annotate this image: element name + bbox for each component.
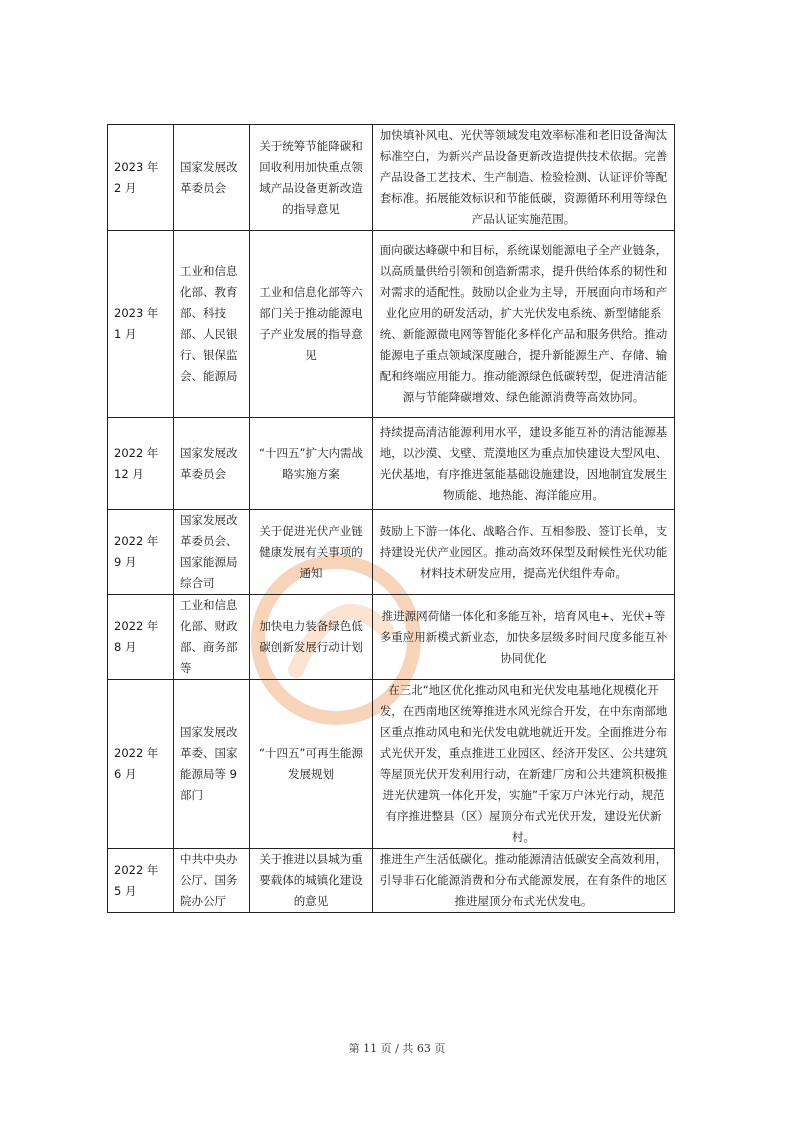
policy-title: 加快电力装备绿色低碳创新发展行动计划 xyxy=(250,595,373,680)
table-row xyxy=(108,849,675,913)
table-row xyxy=(108,125,675,231)
policy-content: 推进生产生活低碳化。推动能源清洁低碳安全高效利用，引导非石化能源消费和分布式能源发展，在有条件的地区推进屋顶分布式光伏发电。 xyxy=(373,849,675,913)
policy-content: 持续提高清洁能源利用水平，建设多能互补的清洁能源基地，以沙漠、戈壁、荒漠地区为重点加快建设大型风电、光伏基地，有序推进氢能基础设施建设，因地制宜发展生物质能、地热能、海洋能应用。 xyxy=(373,418,675,510)
policy-date: 2022 年 8 月 xyxy=(108,595,174,680)
policy-title: “十四五”可再生能源发展规划 xyxy=(250,680,373,849)
table-row xyxy=(108,231,675,418)
policy-content: 推进源网荷储一体化和多能互补，培育风电+、光伏+等多重应用新模式新业态，加快多层级多时间尺度多能互补协同优化 xyxy=(373,595,675,680)
policy-date: 2022 年 6 月 xyxy=(108,680,174,849)
policy-agency: 中共中央办公厅、国务院办公厅 xyxy=(174,849,250,913)
table-row xyxy=(108,680,675,849)
policy-date: 2023 年 1 月 xyxy=(108,231,174,418)
policy-content: 加快填补风电、光伏等领域发电效率标准和老旧设备淘汰标准空白，为新兴产品设备更新改造提供技术依据。完善产品设备工艺技术、生产制造、检验检测、认证评价等配套标准。拓展能效标识和节能低碳，资源循环利用等绿色产品认证实施范围。 xyxy=(373,125,675,231)
policy-date: 2022 年 9 月 xyxy=(108,510,174,595)
policy-agency: 国家发展改革委员会、国家能源局综合司 xyxy=(174,510,250,595)
policy-date: 2022 年 12 月 xyxy=(108,418,174,510)
policy-title: 工业和信息化部等六部门关于推动能源电子产业发展的指导意见 xyxy=(250,231,373,418)
policy-agency: 国家发展改革委员会 xyxy=(174,125,250,231)
policy-content: 在三北“地区优化推动风电和光伏发电基地化规模化开发，在西南地区统筹推进水风光综合开发，在中东南部地区重点推动风电和光伏发电就地就近开发。全面推进分布式光伏开发，重点推进工业园区、经济开发区、公共建筑等屋顶光伏开发利用行动，在新建厂房和公共建筑积极推进光伏建筑一体化开发，实施”千家万户沐光行动，规范有序推进整县（区）屋顶分布式光伏开发，建设光伏新村。 xyxy=(373,680,675,849)
policy-agency: 国家发展改革委、国家能源局等 9 部门 xyxy=(174,680,250,849)
policy-title: 关于统筹节能降碳和回收利用加快重点领域产品设备更新改造的指导意见 xyxy=(250,125,373,231)
table-row xyxy=(108,595,675,680)
policy-title: 关于推进以县城为重要载体的城镇化建设的意见 xyxy=(250,849,373,913)
table-row xyxy=(108,510,675,595)
policy-title: 关于促进光伏产业链健康发展有关事项的通知 xyxy=(250,510,373,595)
policy-agency: 国家发展改革委员会 xyxy=(174,418,250,510)
table-row xyxy=(108,418,675,510)
page-footer: 第 11 页 / 共 63 页 xyxy=(348,1042,446,1055)
policy-agency: 工业和信息化部、教育部、科技部、人民银行、银保监会、能源局 xyxy=(174,231,250,418)
policy-content: 鼓励上下游一体化、战略合作、互相参股、签订长单，支持建设光伏产业园区。推动高效环保型及耐候性光伏功能材料技术研发应用，提高光伏组件寿命。 xyxy=(373,510,675,595)
policy-date: 2022 年 5 月 xyxy=(108,849,174,913)
policy-title: “十四五”扩大内需战略实施方案 xyxy=(250,418,373,510)
policy-content: 面向碳达峰碳中和目标，系统谋划能源电子全产业链条，以高质量供给引领和创造新需求，提升供给体系的韧性和对需求的适配性。鼓励以企业为主导，开展面向市场和产业化应用的研发活动，扩大光伏发电系统、新型储能系统、新能源微电网等智能化多样化产品和服务供给。推动能源电子重点领域深度融合，提升新能源生产、存储、输配和终端应用能力。推动能源绿色低碳转型，促进清洁能源与节能降碳增效、绿色能源消费等高效协同。 xyxy=(373,231,675,418)
policy-date: 2023 年 2 月 xyxy=(108,125,174,231)
policy-table xyxy=(107,124,675,913)
policy-agency: 工业和信息化部、财政部、商务部等 xyxy=(174,595,250,680)
